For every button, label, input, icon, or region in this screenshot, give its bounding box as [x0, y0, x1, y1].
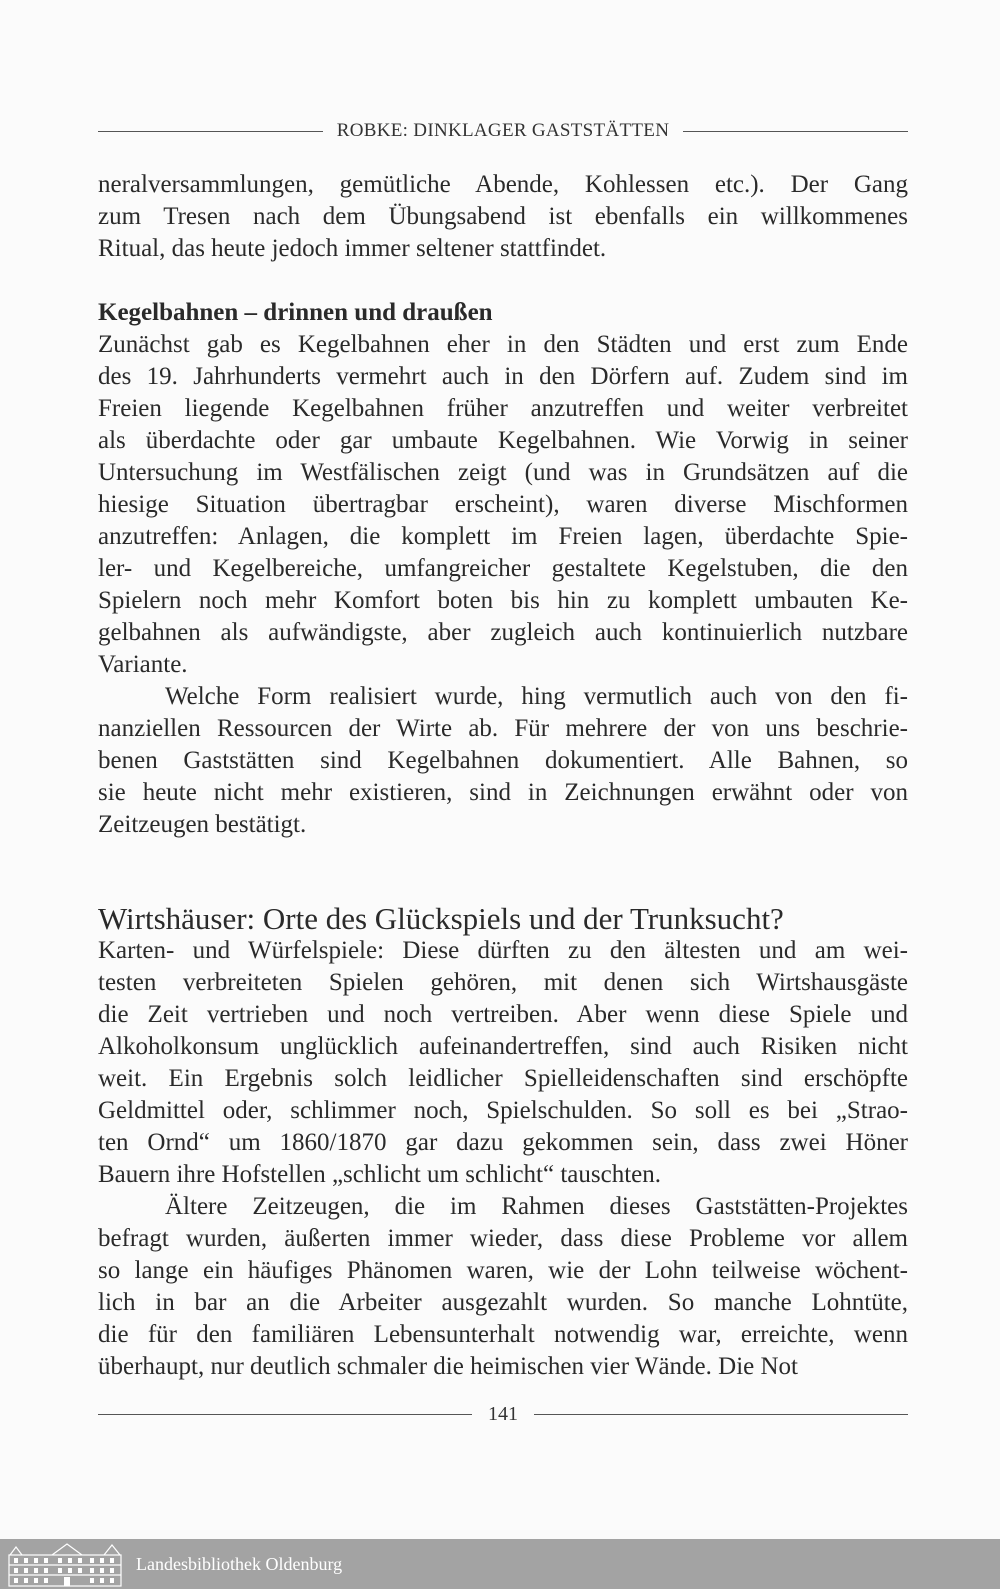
text-line: befragt wurden, äußerten immer wieder, dass diese Probleme vor allem: [98, 1225, 908, 1252]
text-line: hiesige Situation übertragbar erscheint), waren diverse Mischformen: [98, 491, 908, 518]
text-line: Untersuchung im Westfälischen zeigt (und was in Grundsätzen auf die: [98, 459, 908, 486]
text-line: Geldmittel oder, schlimmer noch, Spielschulden. So soll es bei „Strao-: [98, 1097, 908, 1124]
paragraph: [98, 169, 908, 265]
text-line: testen verbreiteten Spielen gehören, mit denen sich Wirtshausgäste: [98, 969, 908, 996]
page-number: 141: [488, 1402, 518, 1425]
text-line: Ältere Zeitzeugen, die im Rahmen dieses Gaststätten-Projektes: [165, 1193, 908, 1220]
text-line: Kegelbahnen – drinnen und draußen: [98, 299, 493, 326]
text-line: so lange ein häufiges Phänomen waren, wie der Lohn teilweise wöchent-: [98, 1257, 908, 1284]
running-header: [98, 118, 908, 144]
library-building-icon: [6, 1541, 124, 1587]
text-line: neralversammlungen, gemütliche Abende, Kohlessen etc.). Der Gang: [98, 171, 908, 198]
text-line: Freien liegende Kegelbahnen früher anzutreffen und weiter verbreitet: [98, 395, 908, 422]
text-line: gelbahnen als aufwändigste, aber zugleich auch kontinuierlich nutzbare: [98, 619, 908, 646]
text-line: Welche Form realisiert wurde, hing vermutlich auch von den fi-: [165, 683, 908, 710]
text-line: Zeitzeugen bestätigt.: [98, 811, 307, 838]
chapter-heading: [98, 901, 908, 937]
library-name: Landesbibliothek Oldenburg: [136, 1553, 343, 1574]
body-text: [98, 169, 908, 1383]
footer-rule-right: [534, 1414, 908, 1415]
running-head-title: ROBKE: DINKLAGER GASTSTÄTTEN: [336, 120, 670, 141]
text-line: Spielern noch mehr Komfort boten bis hin zu komplett umbauten Ke-: [98, 587, 908, 614]
text-line: sie heute nicht mehr existieren, sind in Zeichnungen erwähnt oder von: [98, 779, 908, 806]
header-rule-left: [98, 131, 323, 132]
text-line: nanziellen Ressourcen der Wirte ab. Für mehrere der von uns beschrie-: [98, 715, 908, 742]
text-line: überhaupt, nur deutlich schmaler die heimischen vier Wände. Die Not: [98, 1353, 798, 1380]
text-line: benen Gaststätten sind Kegelbahnen dokumentiert. Alle Bahnen, so: [98, 747, 908, 774]
section-heading: [98, 297, 908, 329]
text-line: Variante.: [98, 651, 188, 678]
text-line: Karten- und Würfelspiele: Diese dürften zu den ältesten und am wei-: [98, 937, 908, 964]
text-line: des 19. Jahrhunderts vermehrt auch in den Dörfern auf. Zudem sind im: [98, 363, 908, 390]
text-line: die für den familiären Lebensunterhalt notwendig war, erreichte, wenn: [98, 1321, 908, 1348]
paragraph: [98, 935, 908, 1191]
header-rule-right: [683, 131, 908, 132]
text-line: Zunächst gab es Kegelbahnen eher in den Städten und erst zum Ende: [98, 331, 908, 358]
text-line: als überdachte oder gar umbaute Kegelbahnen. Wie Vorwig in seiner: [98, 427, 908, 454]
footer-rule-left: [98, 1414, 472, 1415]
text-line: zum Tresen nach dem Übungsabend ist ebenfalls ein willkommenes: [98, 203, 908, 230]
page-footer: [98, 1400, 908, 1428]
text-line: Alkoholkonsum unglücklich aufeinandertreffen, sind auch Risiken nicht: [98, 1033, 908, 1060]
paragraph: [98, 329, 908, 681]
paragraph: [98, 1191, 908, 1383]
text-line: ler- und Kegelbereiche, umfangreicher gestaltete Kegelstuben, die den: [98, 555, 908, 582]
text-line: ten Ornd“ um 1860/1870 gar dazu gekommen sein, dass zwei Höner: [98, 1129, 908, 1156]
text-line: weit. Ein Ergebnis solch leidlicher Spielleidenschaften sind erschöpfte: [98, 1065, 908, 1092]
paragraph: [98, 681, 908, 841]
text-line: anzutreffen: Anlagen, die komplett im Freien lagen, überdachte Spie-: [98, 523, 908, 550]
text-line: Bauern ihre Hofstellen „schlicht um schlicht“ tauschten.: [98, 1161, 662, 1188]
text-line: lich in bar an die Arbeiter ausgezahlt wurden. So manche Lohntüte,: [98, 1289, 908, 1316]
library-banner: [0, 1539, 1000, 1589]
text-line: Wirtshäuser: Orte des Glückspiels und der Trunksucht?: [98, 901, 784, 936]
text-line: Ritual, das heute jedoch immer seltener stattfindet.: [98, 235, 607, 262]
text-line: die Zeit vertrieben und noch vertreiben. Aber wenn diese Spiele und: [98, 1001, 908, 1028]
